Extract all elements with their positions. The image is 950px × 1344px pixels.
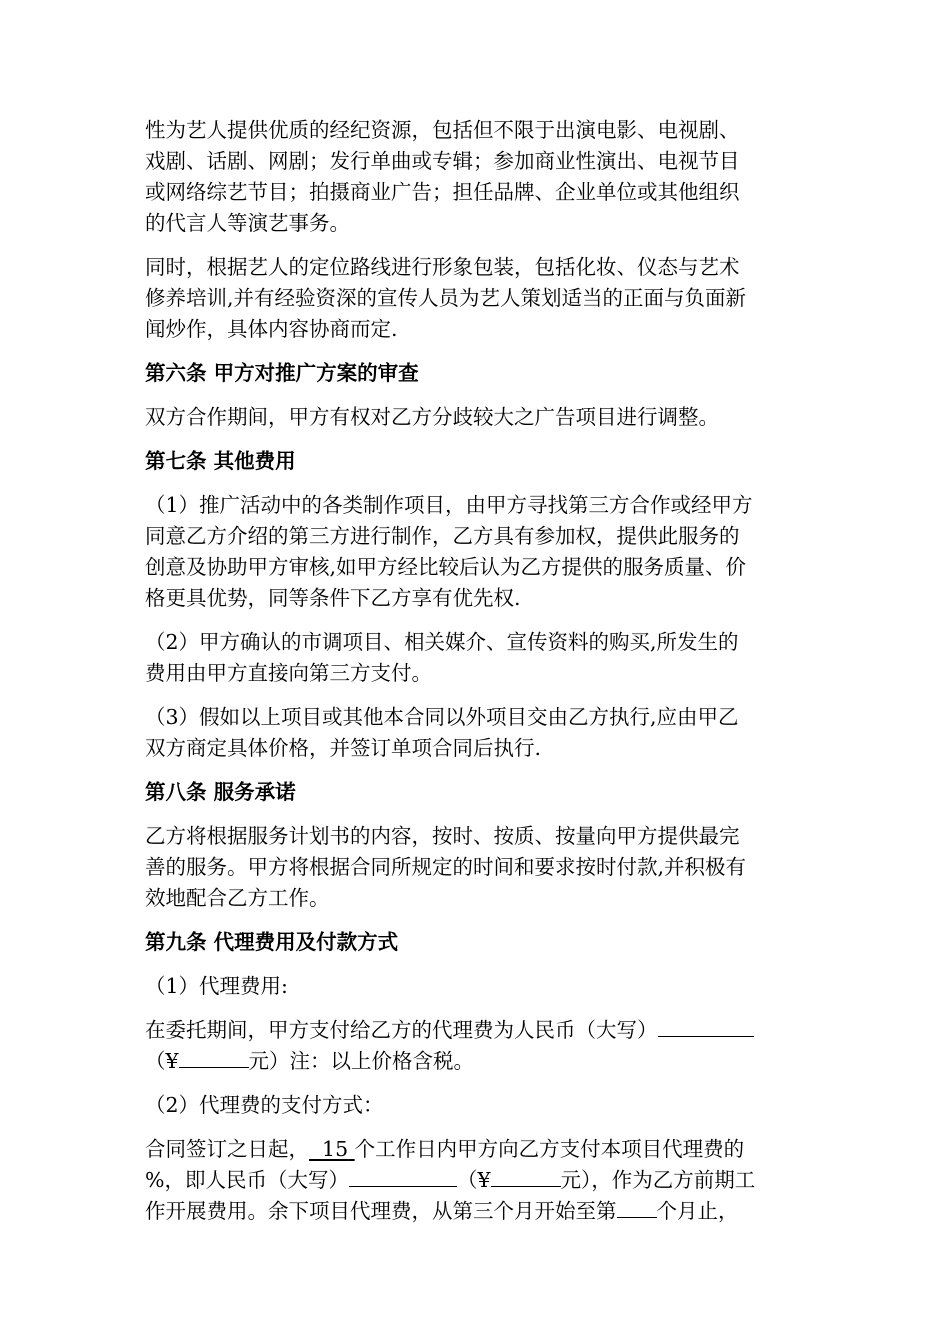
text-line xyxy=(145,1165,805,1196)
paragraph-review-right xyxy=(145,402,805,433)
fee-amount-uppercase-blank[interactable] xyxy=(658,1016,754,1037)
paragraph-extra-projects xyxy=(145,702,805,764)
payment-text: 个工作日内甲方向乙方支付本项目代理费的 xyxy=(354,1137,745,1161)
text-line: 同意乙方介绍的第三方进行制作，乙方具有参加权，提供此服务的 xyxy=(145,524,740,548)
payment-amount-uppercase-blank[interactable] xyxy=(349,1166,457,1187)
paragraph-production-items xyxy=(145,490,805,614)
text-line: （1）推广活动中的各类制作项目，由甲方寻找第三方合作或经甲方 xyxy=(145,493,753,517)
text-line: （2）代理费的支付方式： xyxy=(145,1093,384,1117)
paragraph-payment-method-label xyxy=(145,1090,805,1121)
heading-article-9: 第九条 代理费用及付款方式 xyxy=(145,930,399,954)
heading-article-7: 第七条 其他费用 xyxy=(145,449,296,473)
text-line: 创意及协助甲方审核,如甲方经比较后认为乙方提供的服务质量、价 xyxy=(145,555,747,579)
text-line xyxy=(145,1134,805,1165)
text-line xyxy=(145,1015,805,1046)
text-line xyxy=(145,1046,805,1077)
text-line: 的代言人等演艺事务。 xyxy=(145,211,350,235)
text-line: 修养培训,并有经验资深的宣传人员为艺人策划适当的正面与负面新 xyxy=(145,286,747,310)
heading-article-6: 第六条 甲方对推广方案的审查 xyxy=(145,361,419,385)
payment-amount-number-blank[interactable] xyxy=(491,1166,561,1187)
paragraph-payment-terms xyxy=(145,1134,805,1227)
fee-suffix-text: 元）注：以上价格含税。 xyxy=(248,1049,475,1073)
document-page xyxy=(145,115,805,1240)
text-line: 闻炒作，具体内容协商而定. xyxy=(145,317,398,341)
text-line: 性为艺人提供优质的经纪资源，包括但不限于出演电影、电视剧、 xyxy=(145,118,740,142)
heading-article-8: 第八条 服务承诺 xyxy=(145,780,296,804)
fee-amount-number-blank[interactable] xyxy=(179,1047,249,1068)
payment-text: 合同签订之日起， xyxy=(145,1137,309,1161)
text-line: 费用由甲方直接向第三方支付。 xyxy=(145,661,432,685)
text-line: 同时，根据艺人的定位路线进行形象包装，包括化妆、仪态与艺术 xyxy=(145,255,740,279)
payment-text: 作开展费用。余下项目代理费，从第三个月开始至第 xyxy=(145,1199,617,1223)
text-line: 戏剧、话剧、网剧；发行单曲或专辑；参加商业性演出、电视节目 xyxy=(145,149,740,173)
text-line: （2）甲方确认的市调项目、相关媒介、宣传资料的购买,所发生的 xyxy=(145,630,739,654)
payment-text: （¥ xyxy=(456,1168,491,1192)
text-line: 乙方将根据服务计划书的内容，按时、按质、按量向甲方提供最完 xyxy=(145,824,740,848)
text-line: 双方商定具体价格，并签订单项合同后执行. xyxy=(145,736,542,760)
payment-text: 元），作为乙方前期工 xyxy=(560,1168,756,1192)
payment-text: 个月止， xyxy=(656,1199,739,1223)
paragraph-agency-fee-amount xyxy=(145,1015,805,1077)
paragraph-image-packaging xyxy=(145,252,805,345)
text-line: 双方合作期间，甲方有权对乙方分歧较大之广告项目进行调整。 xyxy=(145,405,719,429)
working-days-number: 15 xyxy=(322,1137,349,1161)
fee-amount-text: 在委托期间，甲方支付给乙方的代理费为人民币（大写） xyxy=(145,1018,658,1042)
text-line: （1）代理费用: xyxy=(145,974,288,998)
text-line: 格更具优势，同等条件下乙方享有优先权. xyxy=(145,586,521,610)
working-days-value[interactable] xyxy=(309,1137,355,1161)
payment-text: %，即人民币（大写） xyxy=(145,1168,349,1192)
paragraph-service-commitment xyxy=(145,821,805,914)
fee-prefix-text: （¥ xyxy=(145,1049,179,1073)
paragraph-agency-fee-label xyxy=(145,971,805,1002)
text-line xyxy=(145,1196,805,1227)
text-line: 善的服务。甲方将根据合同所规定的时间和要求按时付款,并积极有 xyxy=(145,855,747,879)
month-number-blank[interactable] xyxy=(617,1197,657,1218)
text-line: 或网络综艺节目；拍摄商业广告；担任品牌、企业单位或其他组织 xyxy=(145,180,740,204)
paragraph-media-purchase xyxy=(145,627,805,689)
text-line: 效地配合乙方工作。 xyxy=(145,886,330,910)
text-line: （3）假如以上项目或其他本合同以外项目交由乙方执行,应由甲乙 xyxy=(145,705,739,729)
paragraph-artist-resources xyxy=(145,115,805,239)
